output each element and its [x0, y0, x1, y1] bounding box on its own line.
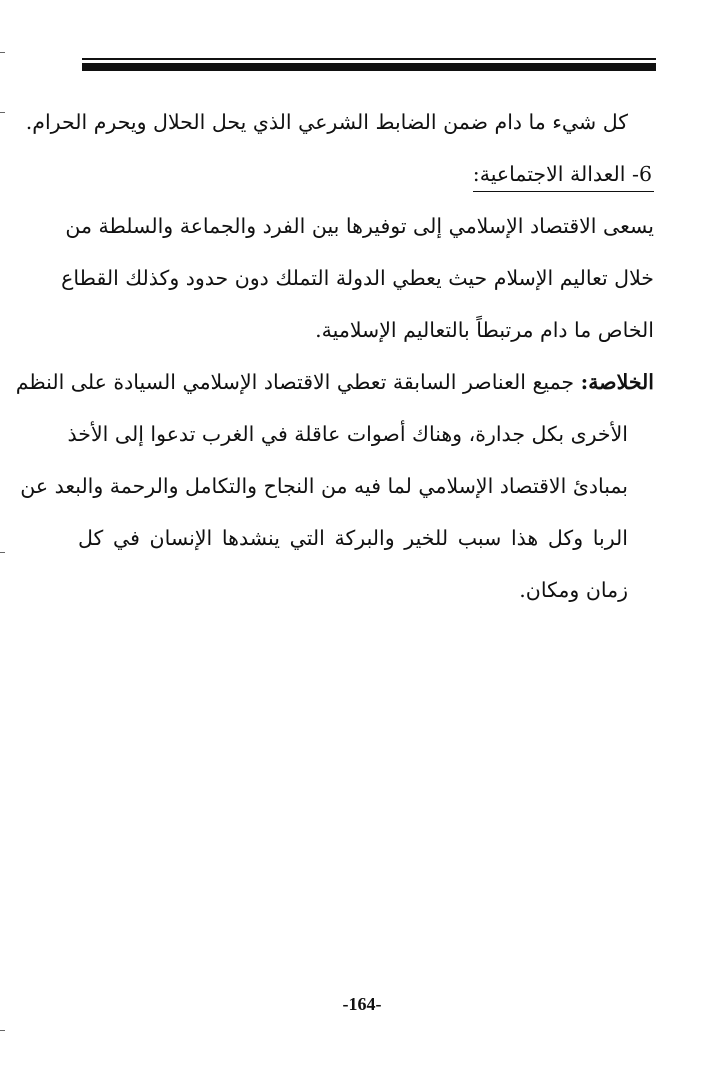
conclusion-line: الأخرى بكل جدارة، وهناك أصوات عاقلة في الغرب تدعوا إلى الأخذ: [67, 422, 628, 446]
paragraph-line: الخاص ما دام مرتبطاً بالتعاليم الإسلامية.: [315, 318, 654, 342]
conclusion-label: الخلاصة:: [580, 370, 654, 394]
section-heading-line: [78, 148, 654, 200]
conclusion-first-line: [15, 356, 654, 408]
page-number: -164-: [342, 994, 382, 1014]
scan-margin-mark: [0, 52, 5, 53]
scan-margin-mark: [0, 112, 5, 113]
paragraph-line: يسعى الاقتصاد الإسلامي إلى توفيرها بين الفرد والجماعة والسلطة من: [65, 214, 654, 238]
conclusion-text: جميع العناصر السابقة تعطي الاقتصاد الإسلامي السيادة على النظم: [15, 370, 575, 394]
header-rule-thick: [82, 63, 656, 71]
conclusion-line: بمبادئ الاقتصاد الإسلامي لما فيه من النجاح والتكامل والرحمة والبعد عن: [20, 474, 628, 498]
paragraph-line: خلال تعاليم الإسلام حيث يعطي الدولة التملك دون حدود وكذلك القطاع: [61, 266, 654, 290]
conclusion-line: الربا وكل هذا سبب للخير والبركة التي ينشدها الإنسان في كل: [78, 526, 628, 550]
scan-margin-mark: [0, 1030, 5, 1031]
paragraph-line: كل شيء ما دام ضمن الضابط الشرعي الذي يحل الحلال ويحرم الحرام.: [25, 110, 628, 134]
section-heading: 6- العدالة الاجتماعية:: [473, 159, 654, 192]
page-body: [15, 96, 654, 616]
header-rule-thin: [82, 58, 656, 60]
scan-margin-mark: [0, 552, 5, 553]
conclusion-line: زمان ومكان.: [519, 578, 628, 602]
